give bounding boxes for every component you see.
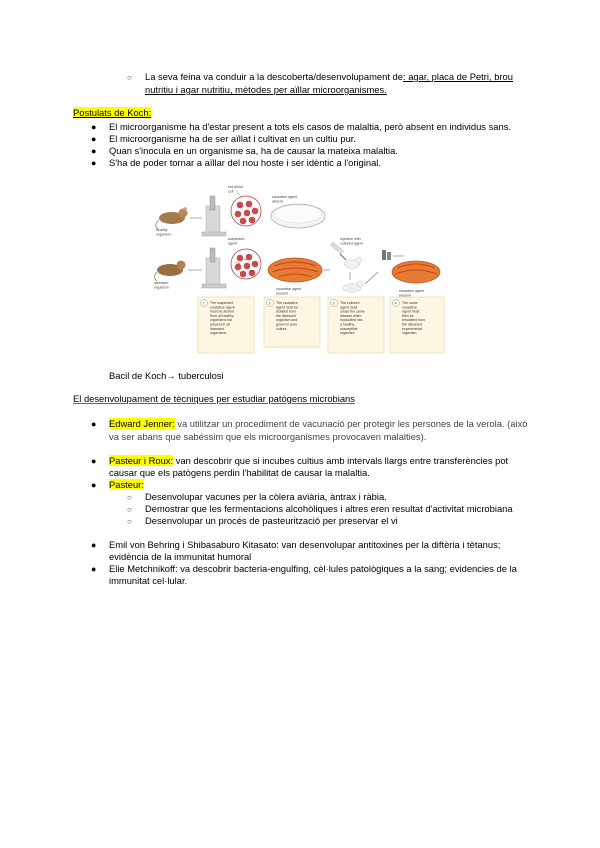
bullet: ● (91, 146, 97, 156)
text-line: from all healthy (210, 313, 234, 318)
colony-petri-dish-icon (392, 261, 440, 283)
text-line: agent must (402, 309, 420, 314)
text-line: organism (154, 285, 169, 290)
text-line: organism. (340, 331, 356, 336)
bullet: ● (91, 419, 97, 429)
text-line: inoculated into (340, 318, 363, 323)
text-line: the diseased (402, 322, 422, 327)
text-line: susceptible (340, 326, 358, 331)
red-blood-cell-label (228, 185, 243, 193)
bullet: ● (91, 564, 97, 574)
text-line: diseased (154, 281, 169, 285)
pasteur-subitem: Desenvolupar vacunes per la còlera aviària, àntrax i ràbia. (145, 491, 387, 502)
step-text (276, 301, 298, 331)
step-number: 1 (202, 301, 205, 306)
bullet: ● (91, 540, 97, 550)
sub-bullet: ○ (127, 517, 132, 526)
bullet: ● (91, 158, 97, 168)
text-line: grown in pure (276, 322, 298, 327)
text-line: injection with (340, 237, 361, 241)
roux-item: Pasteur i Roux: van descobrir que si incubes cultius amb intervals llargs entre transferències pot (109, 455, 509, 466)
white-mouse-icon (344, 257, 362, 269)
metchnikoff-item: Elie Metchnikoff: va descobrir bacteria-engulfing, cèl·lules patològiques a la sang; evidencies de la (109, 563, 517, 574)
list-item: El microorganisme ha de ser aïllat i cultivat en un cultiu pur. (109, 133, 356, 144)
text-line: organism (156, 232, 171, 237)
infected-blood-sample-icon (231, 249, 261, 279)
sub-bullet: ○ (127, 505, 132, 514)
text-line: must be absent (210, 309, 234, 314)
text-line: suspected (228, 237, 245, 241)
list-item: S'ha de poder tornar a aïllar del nou hoste i ser idèntic a l'original. (109, 157, 381, 168)
text-line: absent (272, 199, 283, 204)
text-line: organisms but (210, 318, 232, 323)
pasteur-item: Pasteur: (109, 479, 144, 490)
text-line: organism. (402, 331, 418, 336)
microscope-icon (202, 196, 226, 236)
top-item-text: La seva feina va conduir a la descoberta/desenvolupament de: agar, placa de Petri, brou (145, 71, 513, 82)
text-line: causative agent (210, 305, 235, 310)
jenner-item-line2: va ser abans que sabéssim que els microorganismes provocaven malalties). (109, 431, 427, 442)
pathogen-icon (382, 250, 391, 260)
sub-bullet: ○ (127, 493, 132, 502)
text-line: causative agent (272, 195, 298, 199)
koch-postulates-figure (150, 180, 445, 356)
step-number: 4 (394, 301, 397, 306)
step-number: 2 (268, 301, 271, 306)
metchnikoff-item-line2: immunitat cel·lular. (109, 575, 188, 586)
text-line: agent must (340, 305, 358, 310)
empty-petri-dish-icon (271, 204, 325, 228)
text-line: isolated from (276, 309, 297, 314)
colony-petri-dish-icon (268, 258, 322, 282)
top-item-text-line2: nutritiu i agar nutritiu, mètodes per aïllar microorganismes. (145, 84, 387, 95)
text-line: organisms. (210, 331, 228, 336)
injection-label (340, 237, 363, 245)
text-line: red blood (228, 185, 243, 189)
causative-agent-absent-label (272, 195, 297, 203)
text-line: the diseased (276, 313, 296, 318)
text-line: cell (228, 189, 234, 194)
text-line: agent (228, 241, 237, 246)
text-line: The same (402, 301, 418, 305)
jenner-item: Edward Jenner: va utilitzar un procediment de vacunació per protegir les persones de la verola. (això (109, 418, 528, 429)
bullet: ● (91, 480, 97, 490)
bullet: ● (91, 122, 97, 132)
healthy-mouse-icon (156, 207, 188, 229)
text-line: The causative (276, 301, 298, 305)
text-line: culture. (276, 326, 288, 331)
behring-item-line2: evidència de la immunitat humoral (109, 551, 252, 562)
text-line: a healthy, (340, 322, 355, 327)
diseased-organism-label (154, 281, 169, 289)
text-line: agent must be (276, 305, 299, 310)
healthy-organism-label (156, 228, 171, 236)
text-line: causative (402, 305, 417, 310)
koch-heading: Postulats de Koch: (73, 107, 152, 118)
pasteur-subitem: Desenvolupar un procés de pasteurització per preservar el vi (145, 515, 398, 526)
text-line: present (399, 293, 411, 298)
text-line: The suspected (210, 301, 233, 305)
blood-sample-icon (231, 196, 261, 226)
step-box-4 (390, 297, 444, 353)
step-number: 3 (332, 301, 335, 306)
text-line: cultured agent (340, 241, 363, 246)
white-mouse-icon (343, 281, 363, 293)
diseased-mouse-icon (155, 261, 186, 282)
text-line: organism and (276, 318, 298, 323)
text-line: diseased (210, 326, 225, 331)
section-heading: El desenvolupament de tècniques per estudiar patògens microbians (73, 393, 355, 404)
causative-agent-present-label (276, 287, 301, 295)
text-line: experimental (402, 326, 423, 331)
pasteur-subitem: Demostrar que les fermentacions alcohòliques i altres eren resultat d'activitat microbiana (145, 503, 513, 514)
text-line: cause the same (340, 309, 365, 314)
list-item: Quan s'inocula en un organisme sa, ha de causar la mateixa malaltia. (109, 145, 398, 156)
roux-item-line2: causar que els patògens perdin l'habilitat de causar la malaltia. (109, 467, 370, 478)
text-line: healthy (156, 228, 168, 232)
step-box-1 (198, 297, 254, 353)
figure-caption: Bacil de Koch→ tuberculosi (109, 370, 224, 381)
text-line: causative agent (276, 287, 302, 291)
text-line: disease when (340, 313, 362, 318)
text-line: causative agent (399, 289, 425, 293)
step-box-2 (264, 297, 320, 347)
text-line: The cultured (340, 301, 360, 305)
microscope-icon (202, 248, 226, 288)
behring-item: Emil von Behring i Shibasaburo Kitasato: van desenvolupar antitoxines per la diftèria i tètanus; (109, 539, 501, 550)
bullet: ● (91, 456, 97, 466)
text-line: then be (402, 313, 414, 318)
causative-agent-present-label-2 (399, 289, 424, 297)
step-box-3 (328, 297, 384, 353)
sub-bullet: ○ (127, 73, 132, 82)
text-line: present in all (210, 322, 230, 327)
list-item: El microorganisme ha d'estar present a tots els casos de malaltia, però absent en individus sans. (109, 121, 511, 132)
text-line: present (276, 291, 288, 296)
text-line: reisolated from (402, 318, 426, 323)
suspected-agent-label (228, 237, 244, 245)
bullet: ● (91, 134, 97, 144)
